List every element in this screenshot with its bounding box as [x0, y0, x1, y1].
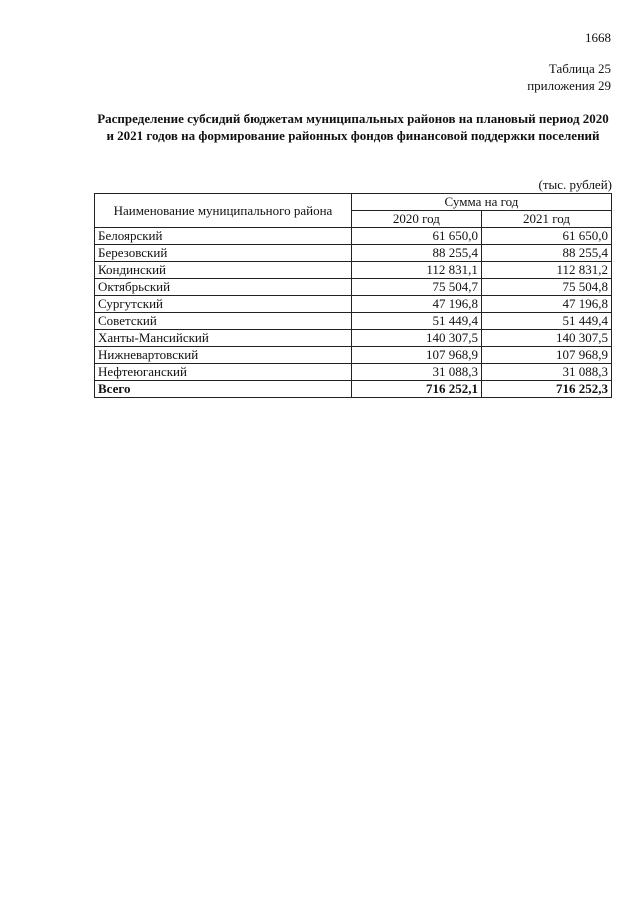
amount-2021-cell: 47 196,8	[481, 296, 611, 313]
amount-2021-cell: 88 255,4	[481, 245, 611, 262]
district-name-cell: Сургутский	[95, 296, 352, 313]
amount-2020-cell: 107 968,9	[351, 347, 481, 364]
units-label: (тыс. рублей)	[538, 177, 612, 192]
amount-2021-cell: 140 307,5	[481, 330, 611, 347]
amount-2021-cell: 112 831,2	[481, 262, 611, 279]
header-row-1	[95, 194, 612, 211]
table-reference	[440, 60, 611, 94]
district-name-cell: Советский	[95, 313, 352, 330]
table-row	[95, 347, 612, 364]
district-name-cell: Березовский	[95, 245, 352, 262]
district-name-cell: Белоярский	[95, 228, 352, 245]
total-row	[95, 381, 612, 398]
district-name-cell: Октябрьский	[95, 279, 352, 296]
amount-2020-cell: 51 449,4	[351, 313, 481, 330]
amount-2020-cell: 140 307,5	[351, 330, 481, 347]
table-header	[95, 194, 612, 228]
district-name-cell: Всего	[95, 381, 352, 398]
amount-2020-cell: 112 831,1	[351, 262, 481, 279]
amount-2020-cell: 31 088,3	[351, 364, 481, 381]
subsidies-table	[94, 193, 612, 398]
table-reference-line1: Таблица 25	[548, 61, 611, 76]
table-row	[95, 262, 612, 279]
table-row	[95, 313, 612, 330]
district-name-cell: Нижневартовский	[95, 347, 352, 364]
amount-2021-cell: 61 650,0	[481, 228, 611, 245]
column-header-district: Наименование муниципального района	[95, 194, 352, 228]
amount-2021-cell: 31 088,3	[481, 364, 611, 381]
table-row	[95, 245, 612, 262]
amount-2021-cell: 716 252,3	[481, 381, 611, 398]
column-header-sum: Сумма на год	[351, 194, 611, 211]
amount-2020-cell: 47 196,8	[351, 296, 481, 313]
page-number: 1668	[585, 30, 611, 45]
amount-2020-cell: 716 252,1	[351, 381, 481, 398]
column-header-2020: 2020 год	[351, 211, 481, 228]
table-reference-line2: приложения 29	[527, 78, 611, 93]
amount-2020-cell: 61 650,0	[351, 228, 481, 245]
document-title: Распределение субсидий бюджетам муниципальных районов на плановый период 2020 и 2021 годов на формирование районных фондов финансовой поддержки поселений	[97, 111, 609, 143]
table-row	[95, 296, 612, 313]
amount-2020-cell: 75 504,7	[351, 279, 481, 296]
table-row	[95, 228, 612, 245]
table-row	[95, 330, 612, 347]
table-row	[95, 279, 612, 296]
district-name-cell: Ханты-Мансийский	[95, 330, 352, 347]
district-name-cell: Нефтеюганский	[95, 364, 352, 381]
amount-2020-cell: 88 255,4	[351, 245, 481, 262]
district-name-cell: Кондинский	[95, 262, 352, 279]
amount-2021-cell: 51 449,4	[481, 313, 611, 330]
amount-2021-cell: 107 968,9	[481, 347, 611, 364]
column-header-2021: 2021 год	[481, 211, 611, 228]
table-body	[95, 228, 612, 398]
table-row	[95, 364, 612, 381]
amount-2021-cell: 75 504,8	[481, 279, 611, 296]
